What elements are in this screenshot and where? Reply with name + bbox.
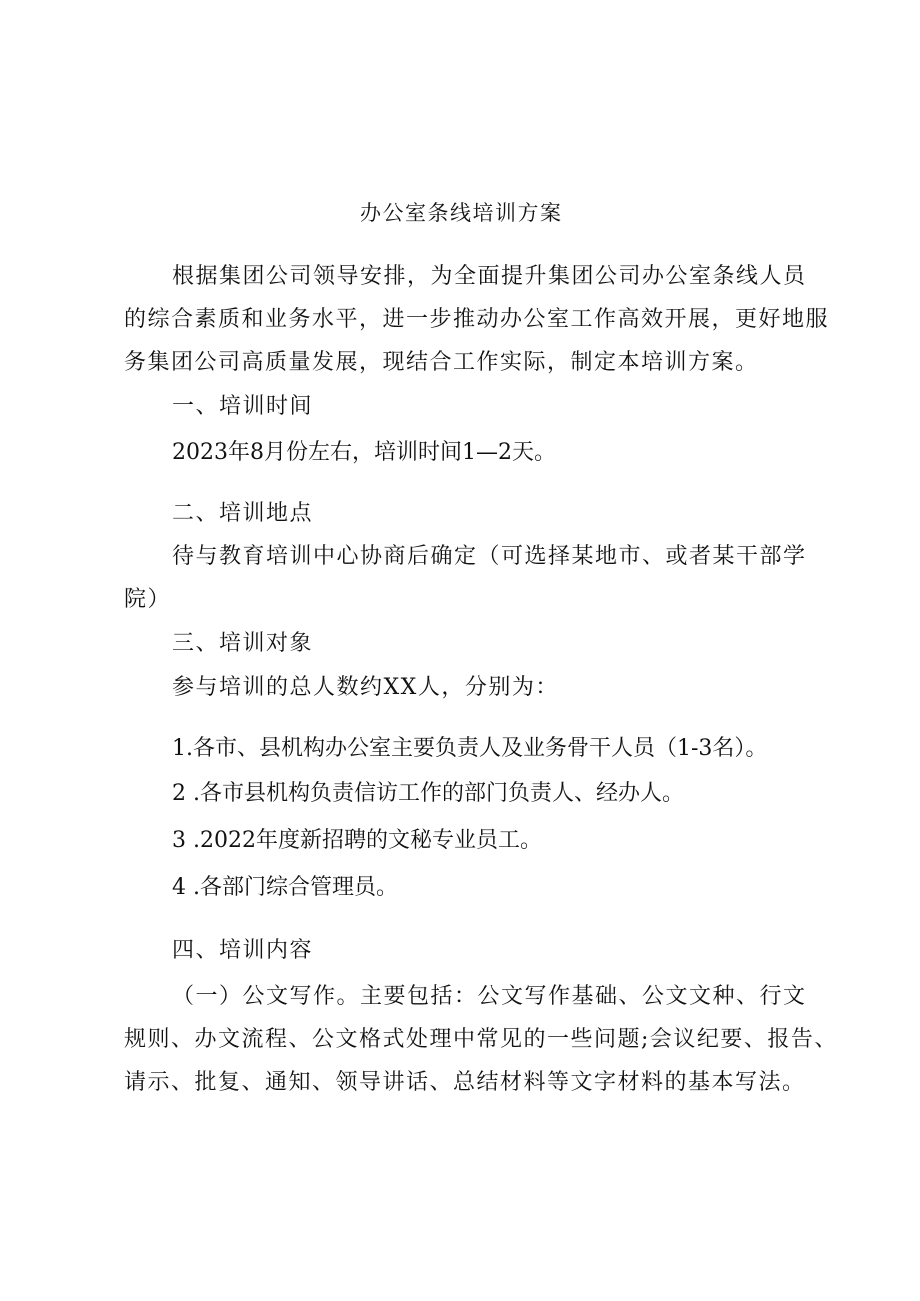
section-4-body-line-1: （一）公文写作。主要包括：公文写作基础、公文文种、行文 — [172, 984, 807, 1009]
section-2-heading: 二、培训地点 — [172, 501, 314, 526]
section-4-body-line-3: 请示、批复、通知、领导讲话、总结材料等文字材料的基本写法。 — [124, 1070, 806, 1095]
section-3-item-4: 4 .各部门综合管理员。 — [172, 875, 398, 900]
intro-line-1: 根据集团公司领导安排，为全面提升集团公司办公室条线人员 — [172, 264, 807, 289]
section-3-item-2: 2 .各市县机构负责信访工作的部门负责人、经办人。 — [172, 781, 684, 806]
intro-line-2: 的综合素质和业务水平，进一步推动办公室工作高效开展，更好地服 — [124, 307, 830, 332]
section-1-body: 2023年8月份左右，培训时间1—2天。 — [172, 440, 556, 465]
section-4-body-line-2: 规则、办文流程、公文格式处理中常见的一些问题;会议纪要、报告、 — [124, 1027, 838, 1052]
intro-line-3: 务集团公司高质量发展，现结合工作实际，制定本培训方案。 — [124, 350, 759, 375]
section-2-body-line-2: 院） — [124, 587, 172, 612]
section-1-heading: 一、培训时间 — [172, 394, 314, 419]
section-3-item-3: 3 .2022年度新招聘的文秘专业员工。 — [172, 828, 542, 853]
document-title: 办公室条线培训方案 — [360, 201, 563, 225]
section-4-heading: 四、培训内容 — [172, 938, 314, 963]
section-3-heading: 三、培训对象 — [172, 631, 314, 656]
section-3-item-1: 1.各市、县机构办公室主要负责人及业务骨干人员（1-3名）。 — [172, 736, 768, 761]
section-3-lead: 参与培训的总人数约XX人，分别为： — [172, 675, 559, 700]
section-2-body-line-1: 待与教育培训中心协商后确定（可选择某地市、或者某干部学 — [172, 544, 807, 569]
